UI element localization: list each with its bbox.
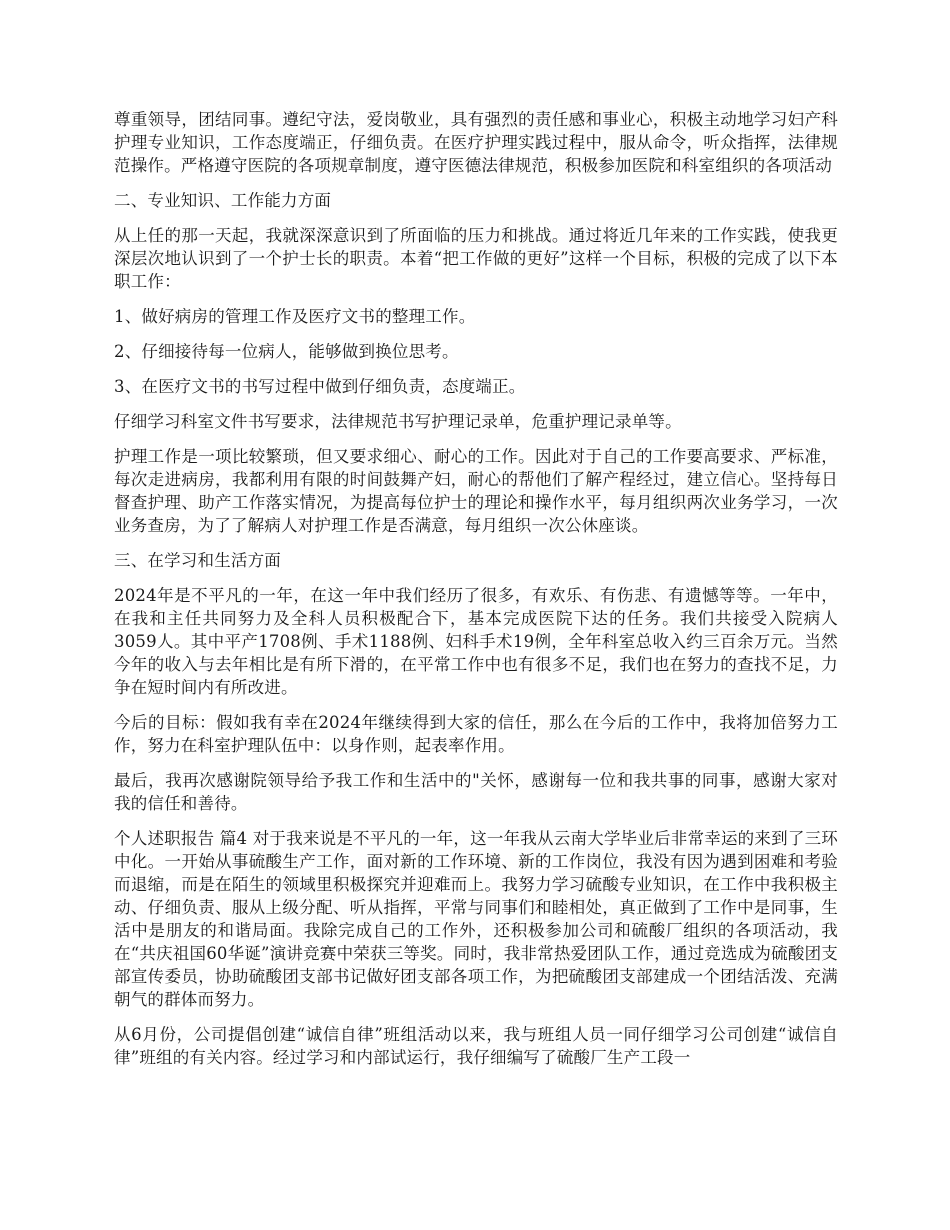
paragraph-thanks: 最后，我再次感谢院领导给予我工作和生活中的"关怀，感谢每一位和我共事的同事，感谢大家对我的信任和善待。 xyxy=(114,771,838,813)
paragraph-nursing-work: 护理工作是一项比较繁琐，但又要求细心、耐心的工作。因此对于自己的工作要高要求、严标准，每次走进病房，我都利用有限的时间鼓舞产妇，耐心的帮他们了解产程经过，建立信心。坚持每日督查护理、助产工作落实情况，为提高每位护士的理论和操作水平，每月组织两次业务学习，一次业务查房，为了了解病人对护理工作是否满意，每月组织一次公休座谈。 xyxy=(114,447,838,535)
paragraph-integrity-team: 从6月份，公司提倡创建“诚信自律”班组活动以来，我与班组人员一同仔细学习公司创建“诚信自律”班组的有关内容。经过学习和内部试运行，我仔细编写了硫酸厂生产工段一 xyxy=(114,1025,838,1067)
section-heading-study-life: 三、在学习和生活方面 xyxy=(114,551,281,570)
list-item-3: 3、在医疗文书的书写过程中做到仔细负责，态度端正。 xyxy=(114,377,526,396)
paragraph-records: 仔细学习科室文件书写要求，法律规范书写护理记录单，危重护理记录单等。 xyxy=(114,412,682,431)
paragraph-intro: 尊重领导，团结同事。遵纪守法，爱岗敬业，具有强烈的责任感和事业心，积极主动地学习妇产科护理专业知识，工作态度端正，仔细负责。在医疗护理实践过程中，服从命令，听众指挥，法律规范操作。严格遵守医院的各项规章制度，遵守医德法律规范，积极参加医院和科室组织的各项活动 xyxy=(114,110,838,175)
list-item-1: 1、做好病房的管理工作及医疗文书的整理工作。 xyxy=(114,307,476,326)
paragraph-year-summary: 2024年是不平凡的一年，在这一年中我们经历了很多，有欢乐、有伤悲、有遗憾等等。一年中，在我和主任共同努力及全科人员积极配合下，基本完成医院下达的任务。我们共接受入院病人3059人。其中平产1708例、手术1188例、妇科手术19例，全年科室总收入约三百余万元。当然今年的收入与去年相比是有所下滑的，在平常工作中也有很多不足，我们也在努力的查找不足，力争在短时间内有所改进。 xyxy=(114,586,838,697)
paragraph-responsibility: 从上任的那一天起，我就深深意识到了所面临的压力和挑战。通过将近几年来的工作实践，使我更深层次地认识到了一个护士长的职责。本着“把工作做的更好”这样一个目标，积极的完成了以下本职工作： xyxy=(114,226,838,291)
list-item-2: 2、仔细接待每一位病人，能够做到换位思考。 xyxy=(114,342,459,361)
paragraph-report-4: 个人述职报告 篇4 对于我来说是不平凡的一年，这一年我从云南大学毕业后非常幸运的来到了三环中化。一开始从事硫酸生产工作，面对新的工作环境、新的工作岗位，我没有因为遇到困难和考验而退缩，而是在陌生的领域里积极探究并迎难而上。我努力学习硫酸专业知识，在工作中我积极主动、仔细负责、服从上级分配、听从指挥，平常与同事们和睦相处，真正做到了工作中是同事，生活中是朋友的和谐局面。我除完成自己的工作外，还积极参加公司和硫酸厂组织的各项活动，我在“共庆祖国60华诞”演讲竞赛中荣获三等奖。同时，我非常热爱团队工作，通过竞选成为硫酸团支部宣传委员，协助硫酸团支部书记做好团支部各项工作，为把硫酸团支部建成一个团结活泼、充满朝气的群体而努力。 xyxy=(114,829,838,1009)
paragraph-goals: 今后的目标：假如我有幸在2024年继续得到大家的信任，那么在今后的工作中，我将加倍努力工作，努力在科室护理队伍中：以身作则，起表率作用。 xyxy=(114,713,838,755)
section-heading-professional: 二、专业知识、工作能力方面 xyxy=(114,191,332,210)
